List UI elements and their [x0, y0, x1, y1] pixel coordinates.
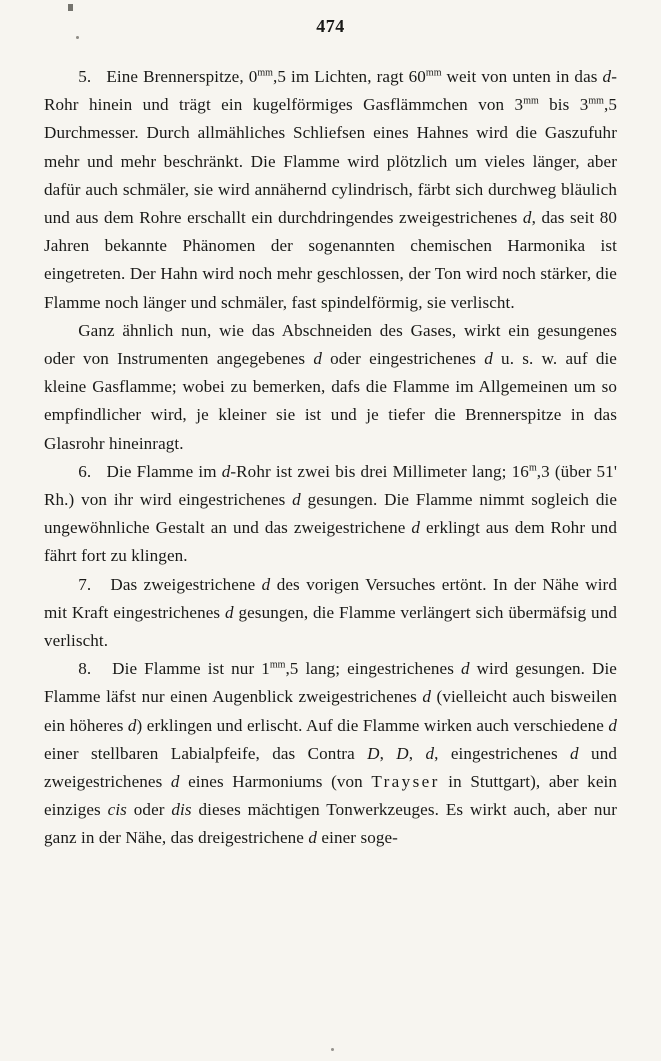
paragraph-marker: 6. [78, 461, 92, 481]
scan-artifact-bottom-dot [331, 1048, 334, 1051]
scan-artifact-dot [76, 36, 79, 39]
paragraph-marker: 8. [78, 659, 92, 679]
paragraph-marker: 5. [78, 67, 92, 86]
paragraph-7: 7. Das zweigestrichene d des vorigen Versuches ertönt. In der Nähe wird mit Kraft eingestrichenes d gesungen, die Flamme verlängert sich übermäfsig und verlischt. [44, 574, 617, 651]
page-number: 474 [316, 16, 345, 36]
paragraph-marker: 7. [78, 574, 92, 594]
paragraph-ganz: Ganz ähnlich nun, wie das Abschneiden des Gases, wirkt ein gesungenes oder von Instrumenten angegebenes d oder eingestrichenes d u. s. w. auf die kleine Gasflamme; wobei zu bemerken, dafs die Flamme im Allgemeinen um so empfindlicher wird, je kleiner sie ist und je tiefer die Brennerspitze in das Glasrohr hineinragt. [44, 320, 617, 453]
paragraph-6: 6. Die Flamme im d-Rohr ist zwei bis drei Millimeter lang; 16$^m$,3 (über 51' Rh.) von ihr wird eingestrichenes d gesungen. Die Flamme nimmt sogleich die ungewöhnliche Gestalt an und das zweigestrichene d erklingt aus dem Rohr und fährt fort zu klingen. [44, 461, 617, 566]
scan-artifact-tick [68, 4, 73, 11]
page-body [44, 63, 617, 853]
paragraph-5: 5. Eine Brennerspitze, $0^{mm},5$ im Lichten, ragt $60^{mm}$ weit von unten in das d-Rohr hinein und trägt ein kugelförmiges Gasflämmchen von $3^{mm}$ bis $3^{mm},5$ Durchmesser. Durch allmähliches Schliefsen eines Hahnes wird die Gaszufuhr mehr und mehr beschränkt. Die Flamme wird plötzlich um vieles länger, aber dafür auch schmäler, sie wird annähernd cylindrisch, färbt sich durchweg bläulich und aus dem Rohre erschallt ein durchdringendes zweigestrichenes d, das seit 80 Jahren bekannte Phänomen der sogenannten chemischen Harmonika ist eingetreten. Der Hahn wird noch mehr geschlossen, der Ton wird noch stärker, die Flamme noch länger und schmäler, fast spindelförmig, sie verlischt. [44, 67, 617, 312]
paragraph-8: 8. Die Flamme ist nur $1^{mm},5$ lang; eingestrichenes d wird gesungen. Die Flamme läfst nur einen Augenblick zweigestrichenes d (vielleicht auch bisweilen ein höheres d) erklingen und erlischt. Auf die Flamme wirken auch verschiedene d einer stellbaren Labialpfeife, das Contra D, D, d, eingestrichenes d und zweigestrichenes d eines Harmoniums (von Trayser in Stuttgart), aber kein einziges cis oder dis dieses mächtigen Tonwerkzeuges. Es wirkt auch, aber nur ganz in der Nähe, das dreigestrichene d einer soge- [44, 659, 618, 848]
